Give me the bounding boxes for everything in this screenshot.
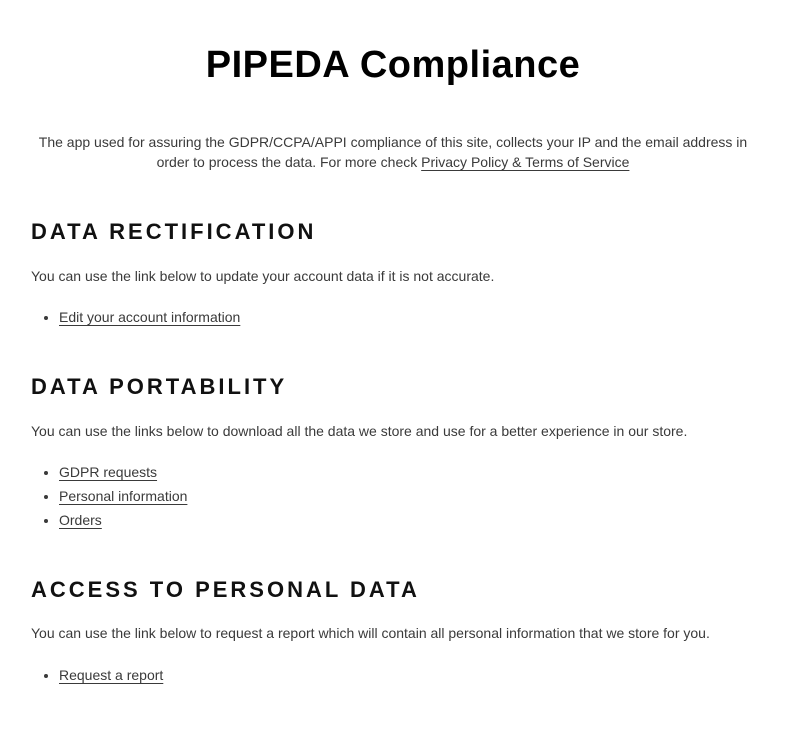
request-a-report-link[interactable]: Request a report [59,666,164,683]
section-data-rectification [31,219,755,327]
page-title: PIPEDA Compliance [205,44,581,86]
data-portability-description: You can use the links below to download all the data we store and use for a better experience in our store. [31,422,688,439]
gdpr-requests-link[interactable]: GDPR requests [59,464,158,481]
privacy-policy-terms-link[interactable]: Privacy Policy & Terms of Service [421,153,630,170]
section-data-portability [31,374,755,530]
list-item [59,308,755,327]
section-access-to-personal-data [31,577,755,685]
data-portability-heading: DATA PORTABILITY [31,374,288,400]
access-to-personal-data-link-list [31,666,755,685]
intro-text: The app used for assuring the GDPR/CCPA/APPI compliance of this site, collects your IP and the email address in order to process the data. For more check [38,133,748,170]
access-to-personal-data-description: You can use the link below to request a report which will contain all personal information that we store for you. [31,625,710,642]
data-portability-link-list [31,463,755,530]
data-rectification-heading: DATA RECTIFICATION [31,219,317,245]
list-item [59,463,755,482]
intro-paragraph [31,132,755,173]
list-item [59,487,755,506]
edit-account-information-link[interactable]: Edit your account information [59,309,241,326]
data-rectification-description: You can use the link below to update your account data if it is not accurate. [31,267,495,284]
list-item [59,511,755,530]
orders-link[interactable]: Orders [59,511,102,528]
pipeda-compliance-page [0,44,786,730]
access-to-personal-data-heading: ACCESS TO PERSONAL DATA [31,576,420,602]
data-rectification-link-list [31,308,755,327]
list-item [59,666,755,685]
personal-information-link[interactable]: Personal information [59,488,188,505]
